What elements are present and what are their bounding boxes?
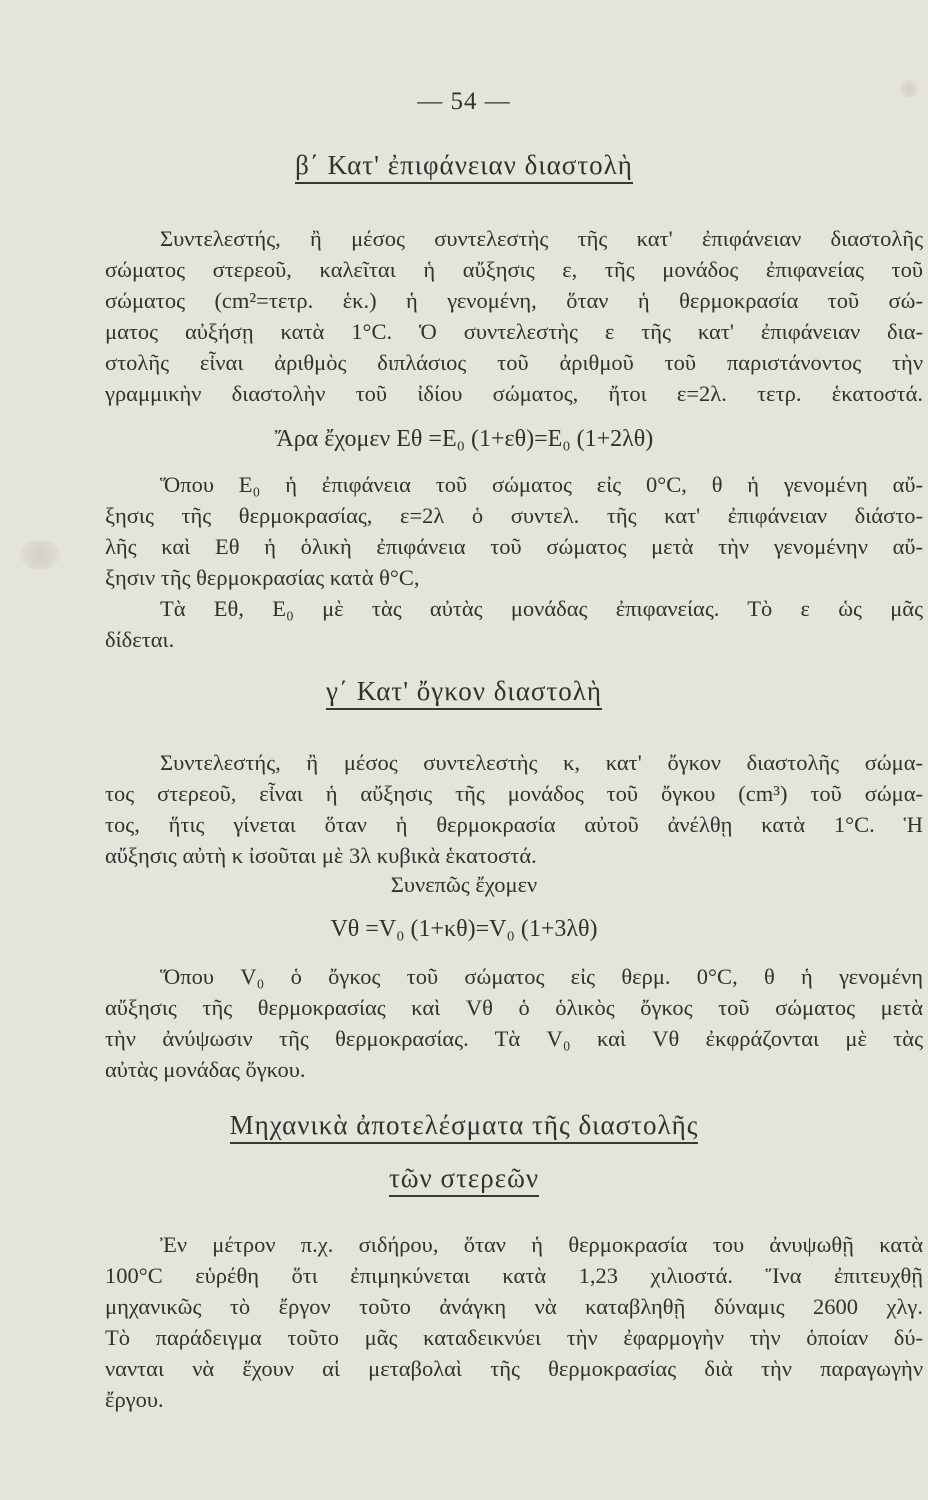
paragraph-line: ματος αὐξήσῃ κατὰ 1°C. Ὁ συντελεστὴς ε τῆς κατ' ἐπιφάνειαν δια-: [105, 319, 923, 344]
paragraph-line: 100°C εὑρέθη ὅτι ἐπιμηκύνεται κατὰ 1,23 χιλιοστά. Ἵνα ἐπιτευχθῇ: [105, 1263, 923, 1288]
paragraph-line: αὔξησις τῆς θερμοκρασίας καὶ Vθ ὁ ὁλικὸς ὄγκος τοῦ σώματος μετὰ: [105, 995, 923, 1020]
paragraph-line: δίδεται.: [105, 627, 175, 652]
paragraph-line: ἔργου.: [105, 1387, 164, 1412]
paragraph-line: λῆς καὶ Eθ ἡ ὁλικὴ ἐπιφάνεια τοῦ σώματος μετὰ τὴν γενομένην αὔ-: [105, 534, 923, 559]
paragraph-line: Ἐν μέτρον π.χ. σιδήρου, ὅταν ἡ θερμοκρασία του ἀνυψωθῇ κατὰ: [160, 1232, 923, 1257]
section-heading-mechanical-effects: Μηχανικὰ ἀποτελέσματα τῆς διαστολῆς: [0, 1110, 928, 1141]
paragraph-line: Συντελεστής, ἢ μέσος συντελεστὴς τῆς κατ' ἐπιφάνειαν διαστολῆς: [160, 226, 923, 251]
paragraph-line: νανται νὰ ἔχουν αἱ μεταβολαὶ τῆς θερμοκρασίας διὰ τὴν παραγωγὴν: [105, 1356, 923, 1381]
paragraph-line: αὔξησις αὐτὴ κ ἰσοῦται μὲ 3λ κυβικὰ ἑκατοστά.: [105, 843, 537, 868]
paragraph-line: Τὰ Eθ, E₀ μὲ τὰς αὐτὰς μονάδας ἐπιφανείας. Τὸ ε ὡς μᾶς: [160, 596, 923, 621]
paragraph-line: Τὸ παράδειγμα τοῦτο μᾶς καταδεικνύει τὴν ἐφαρμογὴν τὴν ὁποίαν δύ-: [105, 1325, 923, 1350]
paragraph-line: μηχανικῶς τὸ ἔργον τοῦτο ἀνάγκη νὰ καταβληθῇ δύναμις 2600 χλγ.: [105, 1294, 923, 1319]
paragraph-line: τος στερεοῦ, εἶναι ἡ αὔξησις τῆς μονάδος τοῦ ὄγκου (cm³) τοῦ σώμα-: [105, 781, 923, 806]
paragraph-line: γραμμικὴν διαστολὴν τοῦ ἰδίου σώματος, ἤτοι ε=2λ. τετρ. ἑκατοστά.: [105, 381, 923, 406]
page-number: — 54 —: [417, 88, 511, 115]
consequently-text: Συνεπῶς ἔχομεν: [390, 872, 538, 897]
paragraph-line: Συντελεστής, ἢ μέσος συντελεστὴς κ, κατ' ὄγκον διαστολῆς σώμα-: [160, 750, 923, 775]
paragraph-line: τὴν ἀνύψωσιν τῆς θερμοκρασίας. Τὰ V₀ καὶ Vθ ἐκφράζονται μὲ τὰς: [105, 1026, 923, 1051]
formula-volume: Vθ =V₀ (1+κθ)=V₀ (1+3λθ): [330, 916, 598, 942]
paper-stain: [20, 540, 60, 570]
paragraph-line: τος, ἥτις γίνεται ὅταν ἡ θερμοκρασία αὐτοῦ ἀνέλθῃ κατὰ 1°C. Ἡ: [105, 812, 923, 837]
section-heading-mechanical-effects-line2: τῶν στερεῶν: [0, 1163, 928, 1194]
section-heading-surface-expansion: β΄ Κατ' ἐπιφάνειαν διαστολὴ: [0, 150, 928, 181]
paragraph-line: Ὅπου E₀ ἡ ἐπιφάνεια τοῦ σώματος εἰς 0°C, θ ἡ γενομένη αὔ-: [160, 472, 923, 497]
paragraph-line: ξησιν τῆς θερμοκρασίας κατὰ θ°C,: [105, 565, 420, 590]
paragraph-line: αὐτὰς μονάδας ὄγκου.: [105, 1057, 306, 1082]
paragraph-line: ξησις τῆς θερμοκρασίας, ε=2λ ὁ συντελ. τῆς κατ' ἐπιφάνειαν διάστο-: [105, 503, 923, 528]
paragraph-line: σώματος στερεοῦ, καλεῖται ἡ αὔξησις ε, τῆς μονάδος ἐπιφανείας τοῦ: [105, 257, 923, 282]
formula-surface: Ἄρα ἔχομεν Eθ =E₀ (1+εθ)=E₀ (1+2λθ): [274, 426, 654, 452]
paragraph-line: στολῆς εἶναι ἀριθμὸς διπλάσιος τοῦ ἀριθμοῦ τοῦ παριστάνοντος τὴν: [105, 350, 923, 375]
paragraph-line: σώματος (cm²=τετρ. ἑκ.) ἡ γενομένη, ὅταν ἡ θερμοκρασία τοῦ σώ-: [105, 288, 923, 313]
section-heading-volume-expansion: γ΄ Κατ' ὄγκον διαστολὴ: [0, 676, 928, 707]
paragraph-line: Ὅπου V₀ ὁ ὄγκος τοῦ σώματος εἰς θερμ. 0°C, θ ἡ γενομένη: [160, 964, 923, 989]
